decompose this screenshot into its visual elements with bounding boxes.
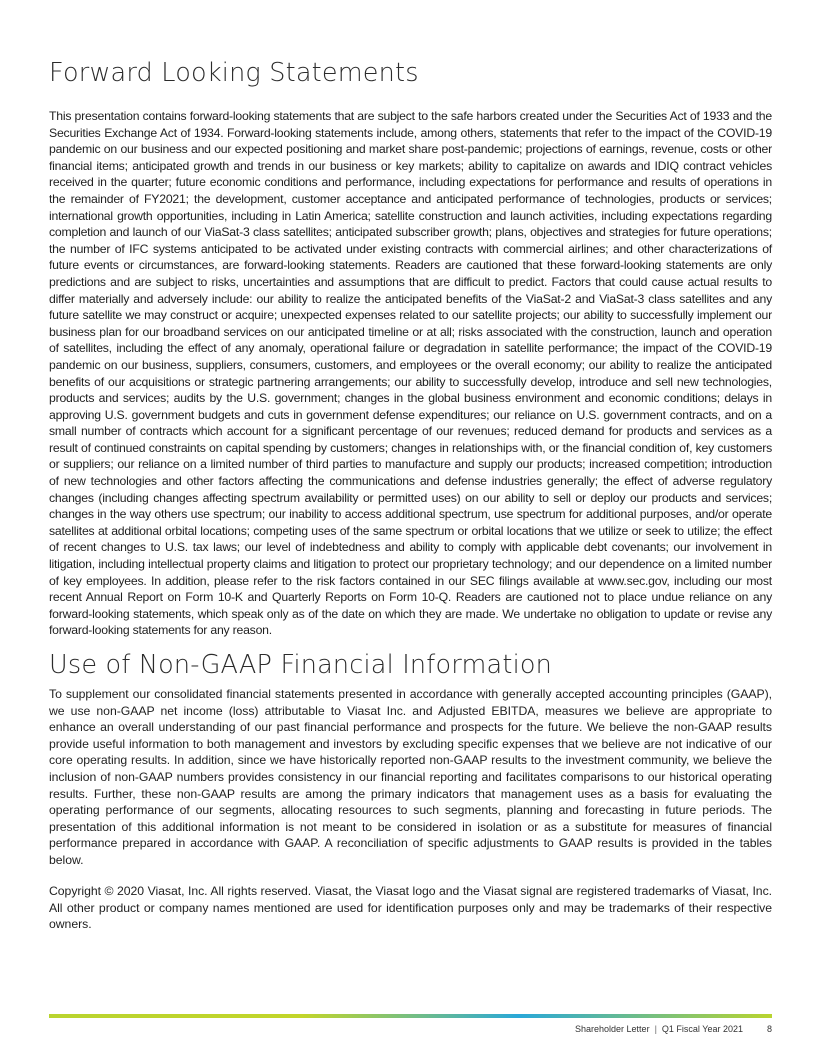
forward-looking-paragraph: This presentation contains forward-looking statements that are subject to the safe harbors created under the Securities Act of 1933 and the Securities Exchange Act of 1934. Forward-looking statements include, among others, statements that refer to the impact of the COVID-19 pandemic on our business and our expected positioning and market share post-pandemic; projections of earnings, revenue, costs or other financial items; anticipated growth and trends in our business or key markets; ability to capitalize on awards and IDIQ contract vehicles received in the quarter; future economic conditions and performance, including expectations for performance and results of operations in the remainder of FY2021; the development, customer acceptance and anticipated performance of technologies, products or services; international growth opportunities, including in Latin America; satellite construction and launch activities, including expectations regarding completion and launch of our ViaSat-3 class satellites; anticipated subscriber growth; plans, objectives and strategies for future operations; the number of IFC systems anticipated to be activated under existing contracts with commercial airlines; and other characterizations of future events or circumstances, are forward-looking statements. Readers are cautioned that these forward-looking statements are only predictions and are subject to risks, uncertainties and assumptions that are difficult to predict. Factors that could cause actual results to differ materially and adversely include: our ability to realize the anticipated benefits of the ViaSat-2 and ViaSat-3 class satellites and any future satellite we may construct or acquire; unexpected expenses related to our satellite projects; our ability to successfully implement our business plan for our broadband services on our anticipated timeline or at all; risks associated with the construction, launch and operation of satellites, including the effect of any anomaly, operational failure or degradation in satellite performance; the impact of the COVID-19 pandemic on our business, suppliers, consumers, customers, and employees or the overall economy; our ability to realize the anticipated benefits of our acquisitions or strategic partnering arrangements; our ability to successfully develop, introduce and sell new technologies, products and services; audits by the U.S. government; changes in the global business environment and economic conditions; delays in approving U.S. government budgets and cuts in government defense expenditures; our reliance on U.S. government contracts, and on a small number of contracts which account for a significant percentage of our revenues; reduced demand for products and services as a result of continued constraints on capital spending by customers; changes in relationships with, or the financial condition of, key customers or suppliers; our reliance on a limited number of third parties to manufacture and supply our products; increased competition; introduction of new technologies and other factors affecting the communications and defense industries generally; the effect of adverse regulatory changes (including changes affecting spectrum availability or permitted uses) on our ability to sell or deploy our products and services; changes in the way others use spectrum; our inability to access additional spectrum, use spectrum for additional purposes, and/or operate satellites at additional orbital locations; competing uses of the same spectrum or orbital locations that we utilize or seek to utilize; the effect of recent changes to U.S. tax laws; our level of indebtedness and ability to comply with applicable debt covenants; our involvement in litigation, including intellectual property claims and litigation to protect our proprietary technology; and our dependence on a limited number of key employees. In addition, please refer to the risk factors contained in our SEC filings available at www.sec.gov, including our most recent Annual Report on Form 10-K and Quarterly Reports on Form 10-Q. Readers are cautioned not to place undue reliance on any forward-looking statements, which speak only as of the date on which they are made. We undertake no obligation to update or revise any forward-looking statements for any reason. (49, 109, 772, 638)
footer-separator: | (654, 1024, 657, 1034)
footer-doc-name: Shareholder Letter (575, 1024, 650, 1034)
non-gaap-paragraph: To supplement our consolidated financial statements presented in accordance with generally accepted accounting principles (GAAP), we use non-GAAP net income (loss) attributable to Viasat Inc. and Adjusted EBITDA, measures we believe are appropriate to enhance an overall understanding of our past financial performance and prospects for the future. We believe the non-GAAP results provide useful information to both management and investors by excluding specific expenses that we believe are not indicative of our core operating results. In addition, since we have historically reported non-GAAP results to the investment community, we believe the inclusion of non-GAAP numbers provides consistency in our financial reporting and facilitates comparisons to our historical operating results. Further, these non-GAAP results are among the primary indicators that management uses as a basis for evaluating the operating performance of our segments, allocating resources to such segments, planning and forecasting in future periods. The presentation of this additional information is not meant to be considered in isolation or as a substitute for measures of financial performance prepared in accordance with GAAP. A reconciliation of specific adjustments to GAAP results is provided in the tables below. (49, 687, 772, 867)
page-footer (575, 1024, 772, 1034)
footer-divider (49, 1014, 772, 1018)
section-title-forward-looking: Forward Looking Statements (49, 58, 419, 88)
section-title-non-gaap: Use of Non-GAAP Financial Information (49, 650, 553, 680)
copyright-paragraph: Copyright © 2020 Viasat, Inc. All rights reserved. Viasat, the Viasat logo and the Viasat signal are registered trademarks of Viasat, Inc. All other product or company names mentioned are used for identification purposes only and may be trademarks of their respective owners. (49, 884, 772, 932)
page-number: 8 (766, 1024, 772, 1034)
footer-period: Q1 Fiscal Year 2021 (661, 1024, 743, 1034)
